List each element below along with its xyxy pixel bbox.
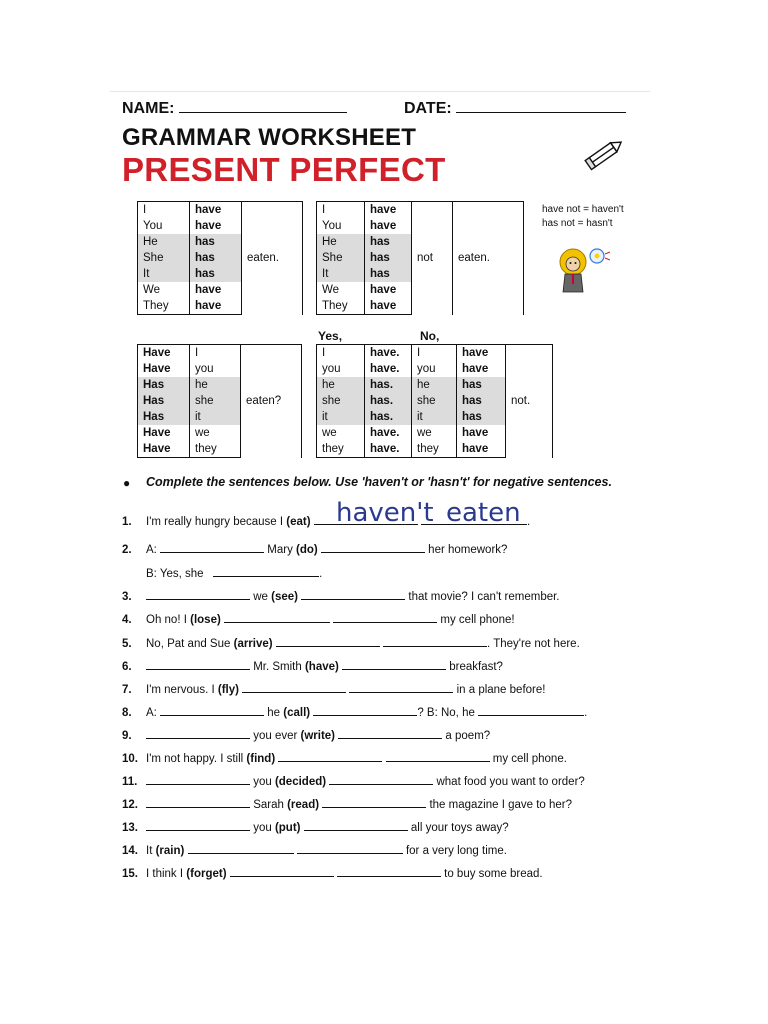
verb-hint: (write) [300,730,336,742]
negative-table [316,201,524,315]
verb-hint: (forget) [186,868,227,880]
answer-blank[interactable] [342,659,446,670]
subject-cell: they [412,441,457,458]
verb-hint: (lose) [190,614,221,626]
subject-cell: I [190,345,241,362]
aux-cell: have [457,441,506,458]
aux-cell: have [190,218,242,234]
answer-blank[interactable] [224,612,330,623]
sentence-number: 12. [122,799,138,811]
name-field[interactable] [122,100,347,118]
answer-blank[interactable] [188,843,294,854]
answer-blank[interactable] [278,751,382,762]
verb-hint: (call) [283,707,311,719]
sentence-number: 8. [122,707,132,719]
sentence-10 [122,751,567,765]
aux-cell: Have [138,425,190,441]
subject-cell: He [138,234,190,250]
sentence-text: I think I [146,868,184,880]
sentence-text: he [267,707,281,719]
yes-label: Yes, [318,329,343,343]
short-answer-table [316,344,553,458]
subject-cell: she [190,393,241,409]
subject-cell: You [138,218,190,234]
aux-cell: have [365,298,412,315]
subject-cell: she [412,393,457,409]
aux-cell: have [365,282,412,298]
subject-cell: It [138,266,190,282]
sentence-number: 10. [122,753,138,765]
subject-cell: we [317,425,365,441]
question-table [137,344,302,458]
sentence-text: my cell phone! [440,614,515,626]
subject-cell: you [190,361,241,377]
sentence-text: A: [146,707,157,719]
sentence-13 [122,820,509,834]
subject-cell: it [190,409,241,425]
aux-cell: Have [138,361,190,377]
answer-blank[interactable] [146,589,250,600]
sentence-text: . They're not here. [487,638,580,650]
aux-cell: Have [138,345,190,362]
topic-title: PRESENT PERFECT [122,151,446,188]
participle-cell: eaten? [241,345,302,458]
verb-hint: (have) [304,661,339,673]
aux-cell: has [365,250,412,266]
sentence-text: I'm nervous. I [146,684,215,696]
sentence-text: I'm really hungry because I [146,516,284,528]
verb-hint: (read) [287,799,320,811]
sentence-text: my cell phone. [492,753,567,765]
date-blank[interactable] [456,100,626,113]
subject-cell: they [190,441,241,458]
sentence-text: we [253,591,268,603]
aux-cell: Has [138,377,190,393]
sentence-number: 6. [122,661,132,673]
answer-blank[interactable] [478,705,584,716]
teacher-cartoon-icon [553,242,613,294]
answer-blank[interactable] [213,566,319,577]
participle-cell: eaten. [242,202,303,315]
answer-blank[interactable] [230,866,334,877]
answer-blank[interactable] [160,705,264,716]
sentence-number: 14. [122,845,138,857]
sentence-text: . [584,707,588,719]
subject-cell: she [317,393,365,409]
aux-cell: have [365,218,412,234]
verb-hint: (fly) [217,684,239,696]
answer-blank[interactable] [304,820,408,831]
aux-cell: have [457,345,506,362]
sentence-text: you [253,776,272,788]
answer-blank[interactable] [349,682,453,693]
sentence-text: in a plane before! [456,684,546,696]
sentence-2-reply [146,566,322,580]
subject-cell: She [138,250,190,266]
name-label: NAME: [122,100,175,117]
sentence-number: 15. [122,868,138,880]
answer-blank[interactable] [146,797,250,808]
sentence-number: 5. [122,638,132,650]
sentence-12 [122,797,572,811]
aux-cell: has. [365,409,412,425]
sentence-15 [122,866,543,880]
sentence-number: 3. [122,591,132,603]
page-top-rule [110,91,650,92]
aux-cell: has [365,266,412,282]
answer-blank[interactable] [333,612,437,623]
sentence-14 [122,843,507,857]
sentence-6 [122,659,503,673]
aux-cell: have. [365,441,412,458]
sentence-text: for a very long time. [405,845,507,857]
subject-cell: he [412,377,457,393]
sentence-text: her homework? [428,544,508,556]
answer-blank[interactable] [383,636,487,647]
sentence-7 [122,682,545,696]
aux-cell: have [190,298,242,315]
aux-cell: Has [138,409,190,425]
worksheet-title: GRAMMAR WORKSHEET [122,124,417,151]
note-line: has not = hasn't [542,218,613,229]
answer-blank[interactable] [146,659,250,670]
verb-hint: (arrive) [233,638,273,650]
subject-cell: we [190,425,241,441]
sentence-text: Mr. Smith [253,661,302,673]
subject-cell: We [317,282,365,298]
sentence-text: No, Pat and Sue [146,638,231,650]
sentence-text: the magazine I gave to her? [429,799,573,811]
answer-blank[interactable] [242,682,346,693]
answer-blank[interactable] [146,820,250,831]
sentence-number: 13. [122,822,138,834]
verb-hint: (find) [246,753,276,765]
sentence-3 [122,589,560,603]
sentence-number: 4. [122,614,132,626]
subject-cell: you [317,361,365,377]
not-cell: not [412,202,453,315]
answer-blank[interactable] [329,774,433,785]
verb-hint: (decided) [274,776,327,788]
sentence-9 [122,728,490,742]
sentence-text: Mary [267,544,293,556]
sentence-number: 7. [122,684,132,696]
answer-blank[interactable] [276,636,380,647]
sentence-text: that movie? I can't remember. [408,591,560,603]
sentence-text: you [253,822,272,834]
answer-blank[interactable] [322,797,426,808]
aux-cell: have. [365,361,412,377]
subject-cell: I [317,345,365,362]
subject-cell: you [412,361,457,377]
date-label: DATE: [404,100,452,117]
sentence-number: 11. [122,776,138,788]
aux-cell: have. [365,345,412,362]
sentence-text: It [146,845,153,857]
note-line: have not = haven't [542,204,624,215]
aux-cell: has [457,409,506,425]
sentence-text: A: [146,544,157,556]
subject-cell: They [138,298,190,315]
answer-blank[interactable] [146,774,250,785]
aux-cell: Have [138,441,190,458]
sentence-8 [122,705,587,719]
aux-cell: has. [365,377,412,393]
subject-cell: it [317,409,365,425]
subject-cell: She [317,250,365,266]
verb-hint: (rain) [155,845,185,857]
subject-cell: I [412,345,457,362]
pencil-icon [582,134,628,174]
aux-cell: has. [365,393,412,409]
answer-blank[interactable] [338,728,442,739]
aux-cell: have [190,282,242,298]
aux-cell: has [457,393,506,409]
sentence-11 [122,774,585,788]
contraction-note [542,203,624,231]
sentence-text: what food you want to order? [436,776,585,788]
subject-cell: we [412,425,457,441]
subject-cell: I [317,202,365,219]
aux-cell: have [457,361,506,377]
no-label: No, [420,329,440,343]
subject-cell: I [138,202,190,219]
not-cell: not. [506,345,553,458]
sentence-number: 1. [122,516,132,528]
answer-blank[interactable] [321,542,425,553]
affirmative-table [137,201,303,315]
aux-cell: have [365,202,412,219]
aux-cell: has [457,377,506,393]
sentence-number: 9. [122,730,132,742]
sentence-5 [122,636,580,650]
sentence-text: a poem? [445,730,491,742]
instructions: Complete the sentences below. Use 'haven't or 'hasn't' for negative sentences. [146,475,612,489]
sentence-text: . [526,516,531,528]
sentence-text: I'm not happy. I still [146,753,244,765]
answer-blank[interactable] [297,843,403,854]
subject-cell: they [317,441,365,458]
handwritten-answer: eaten [446,498,521,528]
sentence-number: 2. [122,544,132,556]
subject-cell: it [412,409,457,425]
subject-cell: he [190,377,241,393]
handwritten-answer: haven't [336,498,434,528]
sentence-text: breakfast? [449,661,503,673]
answer-blank[interactable] [337,866,441,877]
aux-cell: have. [365,425,412,441]
sentence-text: Oh no! I [146,614,187,626]
subject-cell: It [317,266,365,282]
aux-cell: has [190,234,242,250]
subject-cell: He [317,234,365,250]
sentence-text: . [319,568,323,580]
aux-cell: have [190,202,242,219]
sentence-text: ? B: No, he [417,707,475,719]
sentence-4 [122,612,515,626]
aux-cell: have [457,425,506,441]
verb-hint: (do) [296,544,318,556]
answer-blank[interactable] [386,751,490,762]
aux-cell: has [190,250,242,266]
sentence-text: you ever [253,730,298,742]
verb-hint: (see) [271,591,298,603]
sentence-text: all your toys away? [410,822,509,834]
answer-blank[interactable] [301,589,405,600]
name-blank[interactable] [179,100,347,113]
aux-cell: Has [138,393,190,409]
aux-cell: has [365,234,412,250]
answer-blank[interactable] [146,728,250,739]
date-field[interactable] [404,100,626,118]
subject-cell: We [138,282,190,298]
sentence-text: Sarah [253,799,284,811]
subject-cell: They [317,298,365,315]
subject-cell: he [317,377,365,393]
verb-hint: (eat) [286,516,311,528]
answer-blank[interactable] [313,705,417,716]
sentence-text: B: Yes, she [146,568,204,580]
bullet-icon: ● [123,476,131,490]
sentence-2 [122,542,507,556]
verb-hint: (put) [274,822,301,834]
participle-cell: eaten. [453,202,524,315]
sentence-text: to buy some bread. [444,868,543,880]
answer-blank[interactable] [160,542,264,553]
aux-cell: has [190,266,242,282]
subject-cell: You [317,218,365,234]
